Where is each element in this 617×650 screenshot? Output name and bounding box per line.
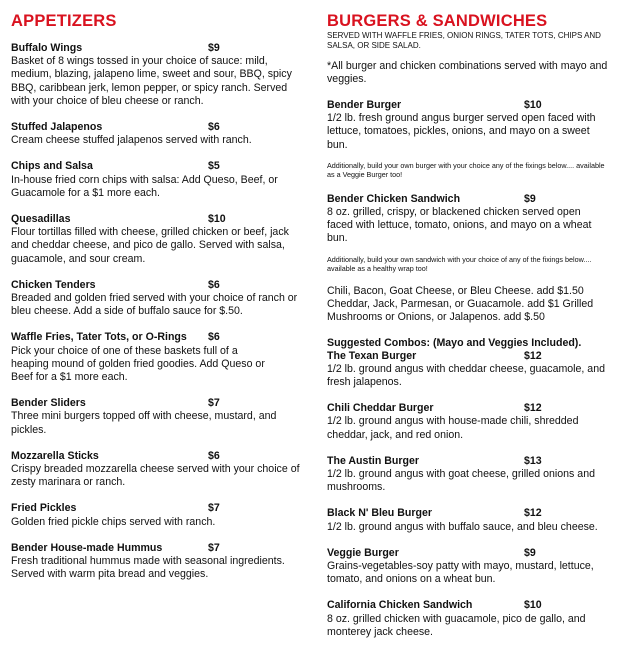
combos-title: Suggested Combos: (Mayo and Veggies Included). (327, 336, 582, 349)
item-description: Breaded and golden fried served with your choice of ranch or bleu cheese. Add a side of buffalo sauce for $.50. (11, 292, 298, 318)
menu-item (327, 350, 609, 390)
item-price: $10 (524, 99, 542, 111)
menu-item (327, 547, 609, 587)
menu-item (327, 507, 609, 533)
item-description: Fresh traditional hummus made with seasonal ingredients. Served with warm pita bread and veggies. (11, 555, 285, 581)
item-name: Black N' Bleu Burger (327, 507, 432, 520)
item-name: California Chicken Sandwich (327, 599, 473, 612)
item-name: Chicken Tenders (11, 278, 96, 291)
item-description: 1/2 lb. ground angus with goat cheese, grilled onions and mushrooms. (327, 468, 595, 494)
item-description: 1/2 lb. ground angus with cheddar cheese, guacamole, and fresh jalapenos. (327, 362, 605, 389)
item-price: $9 (524, 192, 536, 205)
burgers-subtitle: SERVED WITH WAFFLE FRIES, ONION RINGS, TATER TOTS, CHIPS AND SALSA, OR SIDE SALAD. (327, 31, 601, 50)
menu-item (11, 450, 301, 490)
item-price: $12 (524, 402, 542, 415)
menu-item (11, 160, 301, 200)
item-name: Mozzarella Sticks (11, 449, 99, 462)
item-price: $7 (208, 502, 220, 515)
item-description: 8 oz. grilled, crispy, or blackened chicken served open faced with lettuce, tomato, onions, and mayo on a wheat bun. (327, 206, 592, 245)
item-name: Bender House-made Hummus (11, 541, 163, 554)
item-price: $13 (524, 454, 542, 467)
menu-item (327, 455, 609, 495)
menu-item (11, 542, 301, 582)
burger-build-note: Additionally, build your own burger with your choice any of the fixings below.... available as a Veggie Burger too! (327, 160, 605, 180)
item-price: $6 (208, 278, 220, 291)
item-name: Bender Sliders (11, 397, 86, 410)
item-name: Stuffed Jalapenos (11, 121, 103, 134)
item-description: 8 oz. grilled chicken with guacamole, pico de gallo, and monterey jack cheese. (327, 612, 586, 638)
burgers-column (327, 0, 609, 639)
appetizers-column (11, 0, 301, 582)
item-description: Crispy breaded mozzarella cheese served with your choice of zesty marinara or ranch. (11, 463, 300, 489)
item-description: Flour tortillas filled with cheese, grilled chicken or beef, jack and cheddar cheese, and pico de gallo. Served with salsa, guacamole, and sour cream. (11, 226, 289, 265)
item-description: Pick your choice of one of these baskets full of a heaping mound of golden fried goodies. Add Queso or Beef for a $1 more each. (11, 344, 265, 384)
item-description: Grains-vegetables-soy patty with mayo, mustard, lettuce, tomato, and onions on a wheat bun. (327, 560, 594, 586)
item-price: $12 (524, 349, 542, 362)
item-price: $7 (208, 541, 220, 554)
burgers-title: BURGERS & SANDWICHES (327, 12, 548, 30)
item-description: Three mini burgers topped off with cheese, mustard, and pickles. (11, 410, 277, 436)
item-name: Quesadillas (11, 213, 71, 226)
sandwich-build-note: Additionally, build your own sandwich with your choice of any of the fixings below.... available as a healthy wrap too! (327, 254, 592, 274)
item-description: Basket of 8 wings tossed in your choice of sauce: mild, medium, blazing, jalapeno lime, sweet and sour, BBQ, spicy BBQ, caribbean jerk, lemon pepper, or spicy ranch. Served with your choice of bleu cheese or ranch. (11, 55, 292, 107)
item-price: $6 (208, 331, 220, 344)
menu-item (327, 193, 609, 246)
item-name: Chili Cheddar Burger (327, 402, 434, 415)
menu-item (11, 397, 301, 437)
item-name: Waffle Fries, Tater Tots, or O-Rings (11, 331, 187, 344)
item-description: Golden fried pickle chips served with ranch. (11, 515, 216, 528)
item-name: Chips and Salsa (11, 160, 93, 173)
menu-item (327, 99, 609, 152)
menu-item (11, 502, 301, 528)
item-name: Veggie Burger (327, 546, 399, 559)
item-description: 1/2 lb. ground angus with buffalo sauce, and bleu cheese. (327, 520, 598, 533)
item-price: $9 (208, 42, 220, 54)
intro-note: *All burger and chicken combinations served with mayo and veggies. (327, 60, 608, 85)
menu-item (327, 599, 609, 639)
item-name: Bender Burger (327, 99, 402, 111)
menu-item (327, 402, 609, 442)
menu-item (11, 279, 301, 319)
item-price: $10 (208, 213, 226, 226)
menu-item (11, 331, 301, 384)
item-price: $5 (208, 160, 220, 173)
item-price: $6 (208, 121, 220, 134)
item-price: $10 (524, 599, 542, 612)
item-name: Buffalo Wings (11, 42, 83, 54)
menu-item (11, 121, 301, 147)
item-name: Bender Chicken Sandwich (327, 192, 461, 205)
item-name: The Austin Burger (327, 454, 420, 467)
item-description: 1/2 lb. ground angus with house-made chili, shredded cheddar, jack, and red onion. (327, 415, 579, 441)
item-price: $12 (524, 507, 542, 520)
item-description: In-house fried corn chips with salsa: Add Queso, Beef, or Guacamole for a $1 more each. (11, 173, 278, 199)
item-description: 1/2 lb. fresh ground angus burger served open faced with lettuce, tomatoes, pickles, onions, and mayo on a sweet bun. (327, 112, 596, 151)
item-price: $6 (208, 449, 220, 462)
item-name: Fried Pickles (11, 502, 77, 515)
item-description: Cream cheese stuffed jalapenos served with ranch. (11, 134, 252, 147)
item-price: $9 (524, 546, 536, 559)
item-name: The Texan Burger (327, 349, 417, 362)
menu-item (11, 213, 301, 266)
item-price: $7 (208, 397, 220, 410)
addons-list: Chili, Bacon, Goat Cheese, or Bleu Cheese. add $1.50 Cheddar, Jack, Parmesan, or Guacamole. add $1 Grilled Mushrooms or Onions, or Jalapenos. add $.50 (327, 284, 594, 323)
appetizers-title: APPETIZERS (11, 12, 117, 30)
menu-item (11, 42, 301, 108)
